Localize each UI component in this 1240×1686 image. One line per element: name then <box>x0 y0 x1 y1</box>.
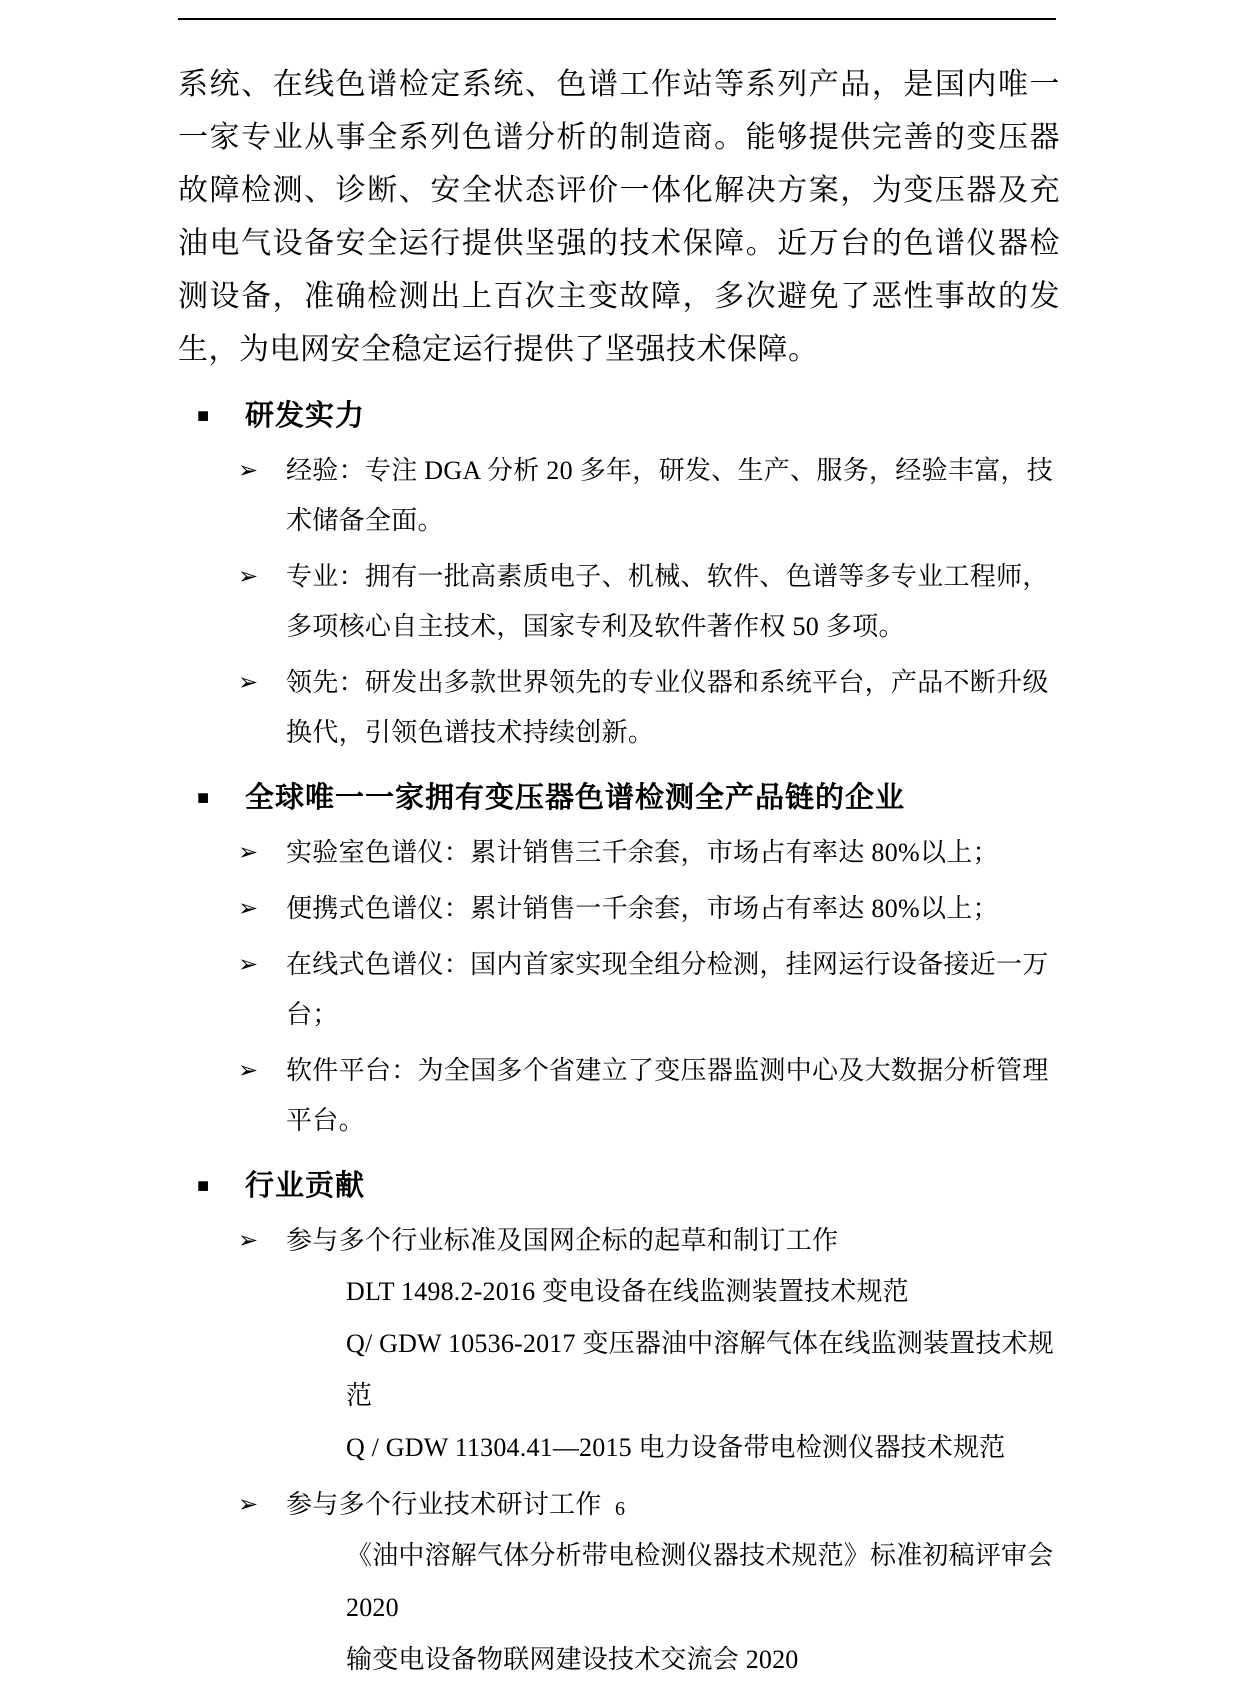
seminar-line: 《油中溶解气体分析带电检测仪器技术规范》标准初稿评审会 2020 <box>346 1541 1054 1622</box>
list-item <box>238 1046 1060 1146</box>
arrow-bullet-icon: ➢ <box>238 458 259 484</box>
intro-paragraph: 系统、在线色谱检定系统、色谱工作站等系列产品，是国内唯一一家专业从事全系列色谱分析的制造商。能够提供完善的变压器故障检测、诊断、安全状态评价一体化解决方案，为变压器及充油电气设备安全运行提供坚强的技术保障。近万台的色谱仪器检测设备，准确检测出上百次主变故障，多次避免了恶性事故的发生，为电网安全稳定运行提供了坚强技术保障。 <box>178 68 1060 366</box>
list-item-label: 参与多个行业标准及国网企标的起草和制订工作 <box>286 1226 839 1255</box>
list-item-label: 经验：专注 DGA 分析 20 多年，研发、生产、服务，经验丰富，技术储备全面。 <box>286 456 1054 535</box>
seminar-line: 输变电设备物联网建设技术交流会 2020 <box>346 1645 799 1674</box>
list-item <box>238 446 1060 546</box>
arrow-bullet-icon: ➢ <box>238 670 259 696</box>
list-item-label: 专业：拥有一批高素质电子、机械、软件、色谱等多专业工程师，多项核心自主技术，国家专利及软件著作权 50 多项。 <box>286 562 1049 641</box>
document-body <box>178 58 1060 1686</box>
arrow-bullet-icon: ➢ <box>238 1492 259 1518</box>
section-heading-research <box>197 392 1060 440</box>
list-item <box>238 940 1060 1040</box>
square-bullet-icon: ■ <box>197 787 210 809</box>
arrow-bullet-icon: ➢ <box>238 896 259 922</box>
section-heading-label: 全球唯一一家拥有变压器色谱检测全产品链的企业 <box>245 782 906 814</box>
list-item-label: 便携式色谱仪：累计销售一千余套，市场占有率达 80%以上； <box>286 894 999 923</box>
standard-line: Q / GDW 11304.41—2015 电力设备带电检测仪器技术规范 <box>346 1433 1006 1462</box>
section-heading-label: 研发实力 <box>245 400 366 432</box>
list-item-label: 参与多个行业技术研讨工作 <box>286 1490 602 1519</box>
standard-line: Q/ GDW 10536-2017 变压器油中溶解气体在线监测装置技术规范 <box>346 1329 1054 1410</box>
square-bullet-icon: ■ <box>197 1175 210 1197</box>
list-item <box>238 658 1060 758</box>
arrow-bullet-icon: ➢ <box>238 952 259 978</box>
list-item <box>238 552 1060 652</box>
header-rule <box>178 18 1056 20</box>
standard-line: DLT 1498.2-2016 变电设备在线监测装置技术规范 <box>346 1277 909 1306</box>
list-item-label: 领先：研发出多款世界领先的专业仪器和系统平台，产品不断升级换代，引领色谱技术持续创新。 <box>286 668 1049 747</box>
arrow-bullet-icon: ➢ <box>238 564 259 590</box>
list-item <box>238 884 1060 934</box>
section-heading-industry-contribution <box>197 1162 1060 1210</box>
square-bullet-icon: ■ <box>197 405 210 427</box>
section-heading-product-chain <box>197 774 1060 822</box>
arrow-bullet-icon: ➢ <box>238 840 259 866</box>
section-heading-label: 行业贡献 <box>245 1170 366 1202</box>
list-item-label: 在线式色谱仪：国内首家实现全组分检测，挂网运行设备接近一万台； <box>286 950 1049 1029</box>
list-item <box>238 828 1060 878</box>
list-item <box>238 1216 1060 1266</box>
arrow-bullet-icon: ➢ <box>238 1228 259 1254</box>
page-number: 6 <box>615 1498 625 1520</box>
list-item-label: 实验室色谱仪：累计销售三千余套，市场占有率达 80%以上； <box>286 838 999 867</box>
list-item-label: 软件平台：为全国多个省建立了变压器监测中心及大数据分析管理平台。 <box>286 1056 1049 1135</box>
arrow-bullet-icon: ➢ <box>238 1058 259 1084</box>
